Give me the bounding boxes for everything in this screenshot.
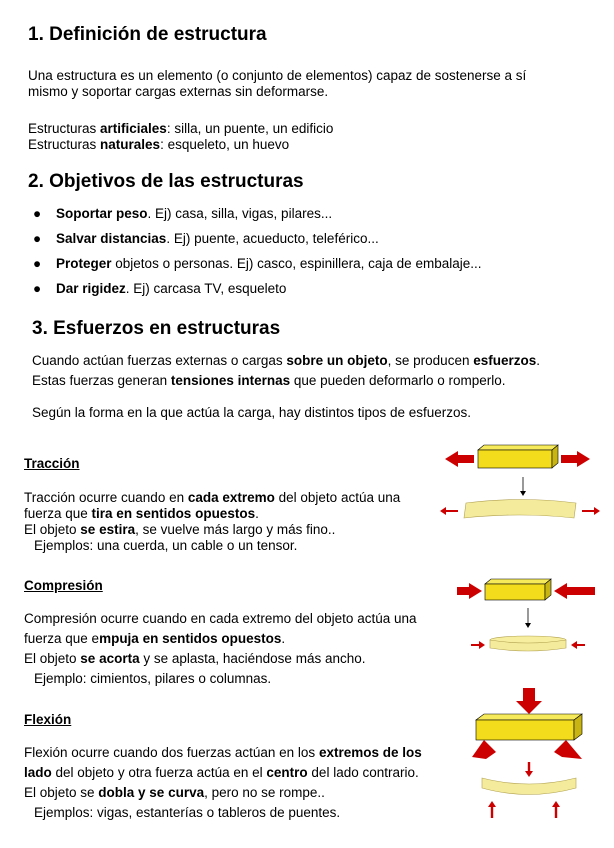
small-up-arrow-left-icon bbox=[488, 801, 496, 818]
compresion-title: Compresión bbox=[24, 578, 103, 593]
push-left-arrow-icon bbox=[554, 583, 595, 599]
list-item: ● Soportar peso. Ej) casa, silla, vigas, pilares... bbox=[33, 206, 333, 221]
compresion-illustration bbox=[455, 570, 605, 660]
natural-structures-line: Estructuras naturales: esqueleto, un huevo bbox=[28, 137, 290, 152]
small-right-arrow-icon bbox=[582, 507, 600, 515]
traccion-title: Tracción bbox=[24, 456, 80, 471]
small-down-arrow-icon bbox=[525, 762, 533, 777]
small-left-arrow-icon bbox=[440, 507, 458, 515]
traccion-illustration bbox=[440, 440, 610, 525]
small-push-left-arrow-icon bbox=[571, 641, 585, 649]
artificial-structures-line: Estructuras artificiales: silla, un puente, un edificio bbox=[28, 121, 334, 136]
compressed-beam-icon bbox=[490, 636, 566, 651]
load-arrow-icon bbox=[516, 688, 542, 714]
list-item: ● Proteger objetos o personas. Ej) casco, espinillera, caja de embalaje... bbox=[33, 256, 482, 271]
traccion-text: Tracción ocurre cuando en cada extremo del objeto actúa una fuerza que tira en sentidos opuestos. El objeto se estira, se vuelve más largo y más fino.. Ejemplos: una cuerda, un cable o un tensor. bbox=[24, 490, 401, 553]
down-arrow-icon bbox=[520, 477, 526, 496]
down-arrow-icon bbox=[525, 608, 531, 628]
beam-icon bbox=[478, 445, 558, 468]
list-item: ● Salvar distancias. Ej) puente, acueducto, teleférico... bbox=[33, 231, 379, 246]
bent-beam-icon bbox=[482, 778, 576, 795]
small-up-arrow-right-icon bbox=[552, 801, 560, 818]
pull-right-arrow-icon bbox=[561, 451, 590, 467]
efforts-intro: Cuando actúan fuerzas externas o cargas sobre un objeto, se producen esfuerzos. Estas fuerzas generan tensiones internas que pueden deformarlo o romperlo. bbox=[32, 353, 541, 388]
small-push-right-arrow-icon bbox=[471, 641, 485, 649]
bullet-icon: ● bbox=[33, 256, 42, 271]
left-support-icon bbox=[472, 740, 496, 759]
flexion-title: Flexión bbox=[24, 712, 72, 727]
structure-definition: Una estructura es un elemento (o conjunto de elementos) capaz de sostenerse a sí mismo y soportar cargas externas sin deformarse. bbox=[28, 68, 527, 99]
objectives-list bbox=[30, 206, 481, 306]
section-3-title: 3. Esfuerzos en estructuras bbox=[32, 318, 281, 339]
stretched-beam-icon bbox=[464, 500, 576, 519]
section-1-title: 1. Definición de estructura bbox=[28, 24, 267, 45]
push-right-arrow-icon bbox=[457, 583, 482, 599]
right-support-icon bbox=[554, 740, 582, 759]
pull-left-arrow-icon bbox=[445, 451, 474, 467]
beam-icon bbox=[476, 714, 582, 740]
efforts-types-line: Según la forma en la que actúa la carga, hay distintos tipos de esfuerzos. bbox=[32, 405, 472, 420]
beam-icon bbox=[485, 579, 551, 600]
bullet-icon: ● bbox=[33, 281, 42, 296]
list-item: ● Dar rigidez. Ej) carcasa TV, esqueleto bbox=[33, 281, 287, 296]
bullet-icon: ● bbox=[33, 206, 42, 221]
flexion-illustration bbox=[470, 686, 600, 821]
bullet-icon: ● bbox=[33, 231, 42, 246]
compresion-text: Compresión ocurre cuando en cada extremo del objeto actúa una fuerza que empuja en sentidos opuestos. El objeto se acorta y se aplasta, haciéndose más ancho. Ejemplo: cimientos, pilares o columnas. bbox=[24, 611, 417, 686]
section-2-title: 2. Objetivos de las estructuras bbox=[28, 171, 304, 192]
flexion-text: Flexión ocurre cuando dos fuerzas actúan en los extremos de los lado del objeto y otra fuerza actúa en el centro del lado contrario. El objeto se dobla y se curva, pero no se rompe.. Ejemplos: vigas, estanterías o tableros de puentes. bbox=[24, 745, 422, 820]
